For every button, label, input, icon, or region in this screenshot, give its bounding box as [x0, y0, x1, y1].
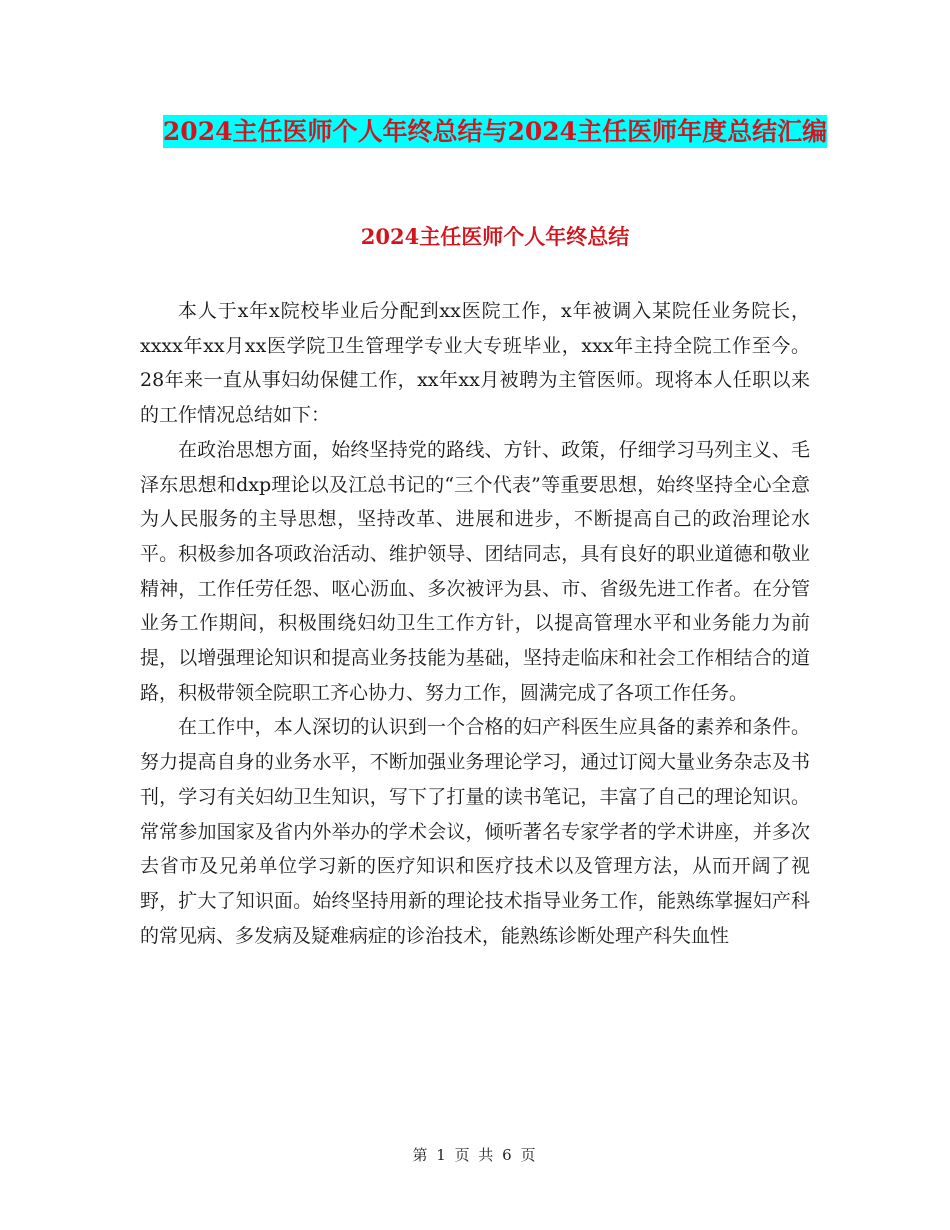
body-text [140, 294, 810, 953]
paragraph: 在政治思想方面，始终坚持党的路线、方针、政策，仔细学习马列主义、毛泽东思想和dxp理论以及江总书记的“三个代表”等重要思想，始终坚持全心全意为人民服务的主导思想，坚持改革、进展和进步，不断提高自己的政治理论水平。积极参加各项政治活动、维护领导、团结同志，具有良好的职业道德和敬业精神，工作任劳任怨、呕心沥血、多次被评为县、市、省级先进工作者。在分管业务工作期间，积极围绕妇幼卫生工作方针，以提高管理水平和业务能力为前提，以增强理论知识和提高业务技能为基础，坚持走临床和社会工作相结合的道路，积极带领全院职工齐心协力、努力工作，圆满完成了各项工作任务。 [140, 438, 810, 704]
paragraph: 在工作中，本人深切的认识到一个合格的妇产科医生应具备的素养和条件。努力提高自身的业务水平，不断加强业务理论学习，通过订阅大量业务杂志及书刊，学习有关妇幼卫生知识，写下了打量的读书笔记，丰富了自己的理论知识。常常参加国家及省内外举办的学术会议，倾听著名专家学者的学术讲座，并多次去省市及兄弟单位学习新的医疗知识和医疗技术以及管理方法，从而开阔了视野，扩大了知识面。始终坚持用新的理论技术指导业务工作，能熟练掌握妇产科的常见病、多发病及疑难病症的诊治技术，能熟练诊断处理产科失血性 [140, 716, 810, 947]
document-title-text: 2024主任医师个人年终总结与2024主任医师年度总结汇编 [162, 117, 828, 146]
document-title [140, 110, 850, 154]
paragraph: 本人于x年x院校毕业后分配到xx医院工作，x年被调入某院任业务院长，xxxx年xx月xx医学院卫生管理学专业大专班毕业，xxx年主持全院工作至今。28年来一直从事妇幼保健工作，xx年xx月被聘为主管医师。现将本人任职以来的工作情况总结如下： [140, 300, 810, 427]
section-title: 2024主任医师个人年终总结 [360, 224, 630, 249]
page-footer: 第 1 页 共 6 页 [412, 1146, 538, 1164]
